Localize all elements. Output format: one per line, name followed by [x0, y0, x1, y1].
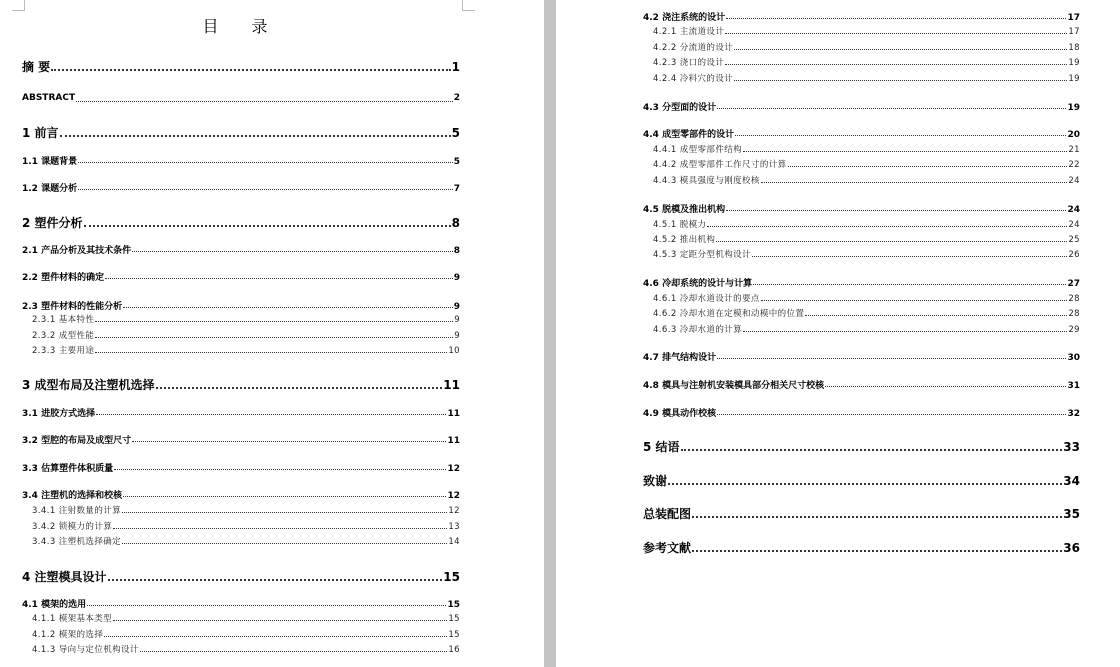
page-gutter — [544, 0, 556, 667]
toc-entry-label: 4.6.3 冷却水道的计算 — [653, 325, 743, 335]
toc-dot-leader — [108, 579, 443, 581]
toc-dot-leader — [140, 651, 448, 652]
toc-dot-leader — [95, 321, 453, 322]
toc-entry[interactable] — [32, 504, 460, 516]
toc-entry-page-number: 5 — [451, 126, 460, 140]
toc-dot-leader — [681, 449, 1063, 451]
toc-entry[interactable] — [22, 376, 460, 392]
toc-entry-page-number: 8 — [453, 246, 460, 256]
toc-entry[interactable] — [643, 100, 1080, 112]
toc-entry-label: 3 成型布局及注塑机选择 — [22, 378, 155, 392]
toc-entry[interactable] — [653, 25, 1080, 37]
toc-entry-page-number: 17 — [1067, 13, 1080, 23]
toc-dot-leader — [96, 414, 446, 415]
toc-entry-page-number: 16 — [448, 645, 460, 655]
toc-entry-label: 2 塑件分析 — [22, 216, 83, 230]
toc-entry[interactable] — [22, 270, 460, 282]
toc-dot-leader — [114, 469, 446, 470]
toc-entry-page-number: 9 — [454, 315, 460, 325]
toc-entry[interactable] — [653, 292, 1080, 304]
toc-entry-page-number: 5 — [453, 157, 460, 167]
toc-dot-leader — [105, 278, 453, 279]
toc-entry-label: 3.4 注塑机的选择和校核 — [22, 491, 123, 501]
toc-entry-label: 2.3.3 主要用途 — [32, 346, 95, 356]
toc-entry-page-number: 20 — [1067, 130, 1080, 140]
toc-entry-label: 3.4.2 锁模力的计算 — [32, 522, 113, 532]
toc-entry-label: 4.4 成型零部件的设计 — [643, 130, 735, 140]
toc-dot-leader — [735, 135, 1066, 136]
toc-entry[interactable] — [22, 433, 460, 445]
toc-entry-page-number: 35 — [1063, 507, 1080, 521]
toc-entry-label: 4.4.2 成型零部件工作尺寸的计算 — [653, 160, 787, 170]
toc-dot-leader — [743, 151, 1067, 152]
toc-dot-leader — [51, 69, 450, 71]
toc-entry[interactable] — [22, 461, 460, 473]
toc-entry[interactable] — [32, 643, 460, 655]
toc-dot-leader — [122, 543, 447, 544]
toc-entry[interactable] — [643, 276, 1080, 288]
toc-entry-page-number: 12 — [448, 506, 460, 516]
toc-entry-label: 摘 要 — [22, 60, 51, 74]
toc-entry[interactable] — [22, 597, 460, 609]
toc-entry-page-number: 32 — [1067, 409, 1080, 419]
page-corner-mark — [12, 0, 25, 11]
toc-entry-page-number: 30 — [1067, 353, 1080, 363]
toc-entry[interactable] — [32, 628, 460, 640]
toc-entry-label: 2.1 产品分析及其技术条件 — [22, 246, 132, 256]
toc-entry[interactable] — [32, 612, 460, 624]
toc-entry[interactable] — [653, 323, 1080, 335]
toc-dot-leader — [752, 256, 1067, 257]
toc-dot-leader — [716, 241, 1067, 242]
toc-entry-label: 4.4.3 模具强度与刚度校核 — [653, 176, 760, 186]
toc-dot-leader — [60, 135, 451, 137]
toc-entry[interactable] — [653, 72, 1080, 84]
toc-entry-label: 4.8 模具与注射机安装模具部分相关尺寸校核 — [643, 381, 825, 391]
toc-entry-page-number: 19 — [1068, 74, 1080, 84]
toc-dot-leader — [726, 18, 1066, 19]
toc-entry-page-number: 7 — [453, 184, 460, 194]
toc-entry-page-number: 31 — [1067, 381, 1080, 391]
toc-entry-label: 4.1.2 模架的选择 — [32, 630, 104, 640]
toc-dot-leader — [132, 251, 453, 252]
toc-entry-page-number: 36 — [1063, 541, 1080, 555]
toc-entry-label: 3.4.3 注塑机选择确定 — [32, 537, 122, 547]
toc-entry[interactable] — [643, 505, 1080, 521]
toc-dot-leader — [132, 441, 446, 442]
toc-entry[interactable] — [22, 58, 460, 74]
toc-entry-page-number: 28 — [1068, 309, 1080, 319]
toc-entry-label: 4.5 脱模及推出机构 — [643, 205, 726, 215]
toc-dot-leader — [825, 386, 1066, 387]
toc-entry-label: 致谢 — [643, 474, 668, 488]
toc-entry-page-number: 9 — [454, 331, 460, 341]
toc-entry-page-number: 2 — [453, 93, 460, 103]
toc-entry-label: 总装配图 — [643, 507, 692, 521]
toc-dot-leader — [156, 387, 443, 389]
toc-entry-label: 4.7 排气结构设计 — [643, 353, 717, 363]
toc-entry-label: 4.2.2 分流道的设计 — [653, 43, 734, 53]
toc-entry-page-number: 9 — [453, 273, 460, 283]
toc-dot-leader — [805, 315, 1067, 316]
toc-dot-leader — [113, 620, 447, 621]
toc-dot-leader — [113, 528, 447, 529]
toc-entry-page-number: 19 — [1067, 103, 1080, 113]
toc-entry-label: 4.6 冷却系统的设计与计算 — [643, 279, 753, 289]
toc-entry-page-number: 15 — [443, 570, 460, 584]
toc-entry[interactable] — [653, 143, 1080, 155]
toc-dot-leader — [725, 64, 1067, 65]
toc-dot-leader — [707, 226, 1067, 227]
toc-dot-leader — [788, 166, 1068, 167]
toc-entry[interactable] — [32, 313, 460, 325]
toc-entry-page-number: 22 — [1068, 160, 1080, 170]
toc-entry-label: 4 注塑模具设计 — [22, 570, 107, 584]
toc-dot-leader — [76, 101, 453, 102]
toc-entry-label: 4.6.2 冷却水道在定模和动模中的位置 — [653, 309, 805, 319]
toc-entry-page-number: 15 — [448, 630, 460, 640]
toc-entry[interactable] — [22, 488, 460, 500]
toc-dot-leader — [84, 225, 451, 227]
toc-entry[interactable] — [22, 243, 460, 255]
toc-entry-label: 2.3.1 基本特性 — [32, 315, 95, 325]
toc-entry[interactable] — [643, 10, 1080, 22]
toc-entry-page-number: 19 — [1068, 58, 1080, 68]
page-corner-mark — [462, 0, 475, 11]
toc-dot-leader — [123, 307, 453, 308]
toc-dot-leader — [734, 49, 1067, 50]
toc-entry-label: 4.2 浇注系统的设计 — [643, 13, 726, 23]
toc-entry[interactable] — [32, 520, 460, 532]
toc-entry[interactable] — [22, 299, 460, 311]
toc-entry-page-number: 11 — [447, 436, 460, 446]
toc-entry[interactable] — [32, 344, 460, 356]
toc-entry-label: 3.4.1 注射数量的计算 — [32, 506, 122, 516]
toc-entry[interactable] — [653, 248, 1080, 260]
toc-dot-leader — [95, 352, 447, 353]
toc-entry[interactable] — [643, 438, 1080, 454]
toc-entry-page-number: 24 — [1068, 176, 1080, 186]
toc-dot-leader — [753, 284, 1066, 285]
toc-entry-page-number: 18 — [1068, 43, 1080, 53]
toc-entry-page-number: 29 — [1068, 325, 1080, 335]
toc-entry-label: 2.3 塑件材料的性能分析 — [22, 302, 123, 312]
toc-entry-page-number: 26 — [1068, 250, 1080, 260]
toc-entry-page-number: 8 — [451, 216, 460, 230]
toc-entry-page-number: 11 — [443, 378, 460, 392]
toc-entry[interactable] — [22, 154, 460, 166]
toc-entry-page-number: 12 — [447, 491, 460, 501]
toc-dot-leader — [668, 483, 1062, 485]
toc-entry-label: 4.5.3 定距分型机构设计 — [653, 250, 751, 260]
toc-dot-leader — [734, 80, 1067, 81]
toc-entry[interactable] — [32, 535, 460, 547]
toc-entry[interactable] — [22, 93, 460, 105]
toc-dot-leader — [692, 550, 1062, 552]
document-page-right — [556, 0, 1120, 667]
toc-entry[interactable] — [22, 568, 460, 584]
toc-entry-label: 5 结语 — [643, 440, 680, 454]
toc-dot-leader — [692, 516, 1062, 518]
toc-title: 目 录 — [202, 17, 282, 36]
toc-entry[interactable] — [643, 127, 1080, 139]
toc-entry-page-number: 25 — [1068, 235, 1080, 245]
toc-entry-page-number: 15 — [448, 614, 460, 624]
toc-entry[interactable] — [643, 539, 1080, 555]
toc-entry-label: 4.4.1 成型零部件结构 — [653, 145, 743, 155]
toc-dot-leader — [726, 210, 1066, 211]
toc-entry-page-number: 24 — [1068, 220, 1080, 230]
toc-entry-page-number: 17 — [1068, 27, 1080, 37]
toc-entry-page-number: 14 — [448, 537, 460, 547]
toc-entry[interactable] — [653, 158, 1080, 170]
toc-entry-label: 4.6.1 冷却水道设计的要点 — [653, 294, 760, 304]
toc-entry-label: 4.1.3 导向与定位机构设计 — [32, 645, 139, 655]
toc-entry[interactable] — [22, 124, 460, 140]
toc-entry-page-number: 15 — [447, 600, 460, 610]
toc-dot-leader — [87, 605, 446, 606]
toc-dot-leader — [95, 337, 453, 338]
toc-entry-label: 2.2 塑件材料的确定 — [22, 273, 105, 283]
toc-entry[interactable] — [643, 350, 1080, 362]
toc-dot-leader — [725, 33, 1067, 34]
toc-dot-leader — [743, 331, 1067, 332]
toc-entry-page-number: 10 — [448, 346, 460, 356]
toc-dot-leader — [78, 189, 453, 190]
toc-dot-leader — [717, 358, 1066, 359]
toc-entry-page-number: 33 — [1063, 440, 1080, 454]
toc-entry-label: 4.2.3 浇口的设计 — [653, 58, 725, 68]
toc-entry[interactable] — [22, 214, 460, 230]
toc-entry[interactable] — [653, 218, 1080, 230]
toc-entry-label: 参考文献 — [643, 541, 692, 555]
toc-entry-label: 4.2.1 主流道设计 — [653, 27, 725, 37]
toc-entry[interactable] — [643, 378, 1080, 390]
document-page-left — [0, 0, 544, 667]
toc-entry-label: 4.1.1 模架基本类型 — [32, 614, 113, 624]
toc-entry-label: 2.3.2 成型性能 — [32, 331, 95, 341]
toc-entry[interactable] — [643, 202, 1080, 214]
toc-dot-leader — [78, 162, 453, 163]
toc-entry[interactable] — [32, 329, 460, 341]
toc-entry[interactable] — [22, 181, 460, 193]
toc-entry-page-number: 1 — [451, 60, 460, 74]
toc-entry-label: 1.2 课题分析 — [22, 184, 78, 194]
toc-entry-page-number: 28 — [1068, 294, 1080, 304]
toc-entry[interactable] — [653, 41, 1080, 53]
toc-dot-leader — [717, 414, 1066, 415]
toc-entry-label: 4.2.4 冷料穴的设计 — [653, 74, 734, 84]
toc-entry-page-number: 13 — [448, 522, 460, 532]
toc-entry-label: 1.1 课题背景 — [22, 157, 78, 167]
toc-entry-label: 4.5.2 推出机构 — [653, 235, 716, 245]
toc-entry[interactable] — [22, 406, 460, 418]
toc-entry-page-number: 24 — [1067, 205, 1080, 215]
toc-entry-label: 3.1 进胶方式选择 — [22, 409, 96, 419]
toc-dot-leader — [122, 512, 447, 513]
toc-entry-page-number: 21 — [1068, 145, 1080, 155]
toc-entry[interactable] — [643, 406, 1080, 418]
toc-entry-page-number: 9 — [453, 302, 460, 312]
toc-dot-leader — [761, 300, 1068, 301]
toc-entry-label: ABSTRACT — [22, 93, 76, 103]
toc-entry[interactable] — [643, 472, 1080, 488]
toc-entry[interactable] — [653, 233, 1080, 245]
toc-entry[interactable] — [653, 307, 1080, 319]
toc-entry[interactable] — [653, 56, 1080, 68]
toc-entry-label: 4.1 模架的选用 — [22, 600, 87, 610]
toc-entry-label: 4.9 模具动作校核 — [643, 409, 717, 419]
toc-entry-page-number: 12 — [447, 464, 460, 474]
toc-entry-label: 3.2 型腔的布局及成型尺寸 — [22, 436, 132, 446]
toc-dot-leader — [104, 636, 447, 637]
toc-entry-label: 4.5.1 脱模力 — [653, 220, 707, 230]
toc-entry-page-number: 34 — [1063, 474, 1080, 488]
toc-entry-page-number: 11 — [447, 409, 460, 419]
toc-dot-leader — [717, 108, 1066, 109]
toc-dot-leader — [761, 182, 1068, 183]
toc-entry-label: 3.3 估算塑件体积质量 — [22, 464, 114, 474]
toc-entry-label: 4.3 分型面的设计 — [643, 103, 717, 113]
toc-dot-leader — [123, 496, 446, 497]
toc-entry-label: 1 前言 — [22, 126, 59, 140]
toc-entry[interactable] — [653, 174, 1080, 186]
toc-entry-page-number: 27 — [1067, 279, 1080, 289]
